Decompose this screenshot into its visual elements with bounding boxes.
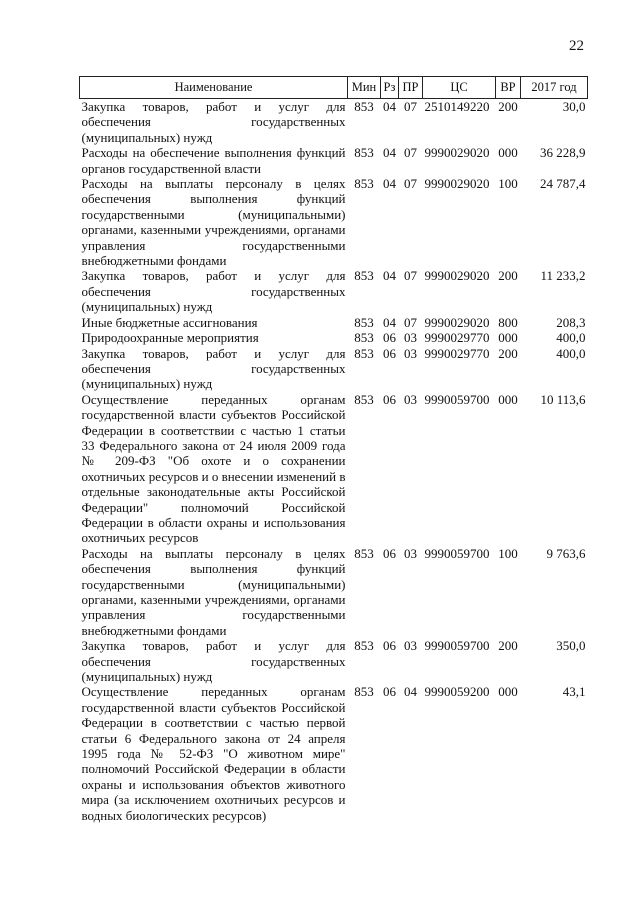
cell-amount: 400,0 (556, 345, 586, 361)
cell-pr: 07 (404, 314, 417, 330)
cell-vr: 000 (498, 330, 518, 346)
table-row (80, 268, 588, 314)
table-header-row (80, 77, 588, 99)
cell-rz: 06 (383, 330, 396, 346)
cell-cs: 9990059200 (424, 684, 490, 700)
cell-min: 853 (354, 314, 374, 330)
cell-pr: 07 (404, 145, 417, 161)
cell-vr: 000 (498, 684, 518, 700)
header-pr: ПР (399, 77, 423, 99)
table-row (80, 145, 588, 176)
cell-name: Закупка товаров, работ и услуг для обеспечения государственных (муниципальных) нужд (81, 268, 346, 315)
cell-min: 853 (354, 638, 374, 654)
cell-name: Закупка товаров, работ и услуг для обеспечения государственных (муниципальных) нужд (81, 345, 346, 392)
cell-cs: 9990059700 (424, 638, 490, 654)
page-number: 22 (569, 38, 584, 54)
cell-pr: 07 (404, 176, 417, 192)
cell-min: 853 (354, 330, 374, 346)
cell-rz: 04 (383, 99, 396, 114)
cell-rz: 06 (383, 638, 396, 654)
cell-min: 853 (354, 176, 374, 192)
cell-rz: 06 (383, 545, 396, 561)
cell-min: 853 (354, 684, 374, 700)
cell-amount: 11 233,2 (540, 268, 586, 284)
cell-cs: 9990029020 (424, 176, 490, 192)
cell-name: Расходы на выплаты персоналу в целях обеспечения выполнения функций государственными (муниципальными) органами, казенными учреждениями, органами управления государственными внебюджетными фондами (81, 176, 346, 269)
cell-vr: 100 (498, 545, 518, 561)
cell-min: 853 (354, 145, 374, 161)
cell-amount: 24 787,4 (540, 176, 586, 192)
cell-name: Закупка товаров, работ и услуг для обеспечения государственных (муниципальных) нужд (81, 99, 346, 145)
budget-table (79, 76, 588, 823)
header-year: 2017 год (521, 77, 588, 99)
table-row (80, 546, 588, 638)
cell-rz: 04 (383, 145, 396, 161)
cell-pr: 03 (404, 330, 417, 346)
cell-pr: 03 (404, 545, 417, 561)
cell-pr: 03 (404, 391, 417, 407)
cell-vr: 000 (498, 145, 518, 161)
cell-rz: 06 (383, 391, 396, 407)
cell-cs: 9990059700 (424, 545, 490, 561)
cell-vr: 800 (498, 314, 518, 330)
cell-cs: 9990029020 (424, 145, 490, 161)
cell-name: Расходы на выплаты персоналу в целях обеспечения выполнения функций государственными (муниципальными) органами, казенными учреждениями, органами управления государственными внебюджетными фондами (81, 545, 346, 638)
cell-vr: 200 (498, 638, 518, 654)
cell-amount: 350,0 (556, 638, 586, 654)
cell-name: Осуществление переданных органам государственной власти субъектов Российской Федерации в соответствии с частью 1 статьи 33 Федерального закона от 24 июля 2009 года № 209-ФЗ "Об охоте и о сохранении охотничьих ресурсов и о внесении изменений в отдельные законодательные акты Российской Федерации" полномочий Российской Федерации в области охраны и использования охотничьих ресурсов (81, 391, 346, 546)
cell-name: Иные бюджетные ассигнования (81, 314, 258, 330)
cell-vr: 200 (498, 268, 518, 284)
cell-cs: 9990029770 (424, 345, 490, 361)
cell-rz: 04 (383, 268, 396, 284)
cell-vr: 000 (498, 391, 518, 407)
cell-amount: 208,3 (556, 314, 586, 330)
header-min: Мин (348, 77, 381, 99)
cell-name: Закупка товаров, работ и услуг для обеспечения государственных (муниципальных) нужд (81, 638, 346, 685)
cell-rz: 04 (383, 314, 396, 330)
header-cs: ЦС (423, 77, 496, 99)
cell-pr: 03 (404, 345, 417, 361)
cell-amount: 30,0 (562, 99, 586, 114)
cell-name: Природоохранные мероприятия (81, 330, 259, 346)
header-vr: ВР (496, 77, 521, 99)
cell-min: 853 (354, 99, 374, 114)
cell-rz: 04 (383, 176, 396, 192)
cell-amount: 400,0 (556, 330, 586, 346)
table-row (80, 346, 588, 392)
cell-min: 853 (354, 268, 374, 284)
table-body (80, 99, 588, 824)
cell-cs: 9990029020 (424, 314, 490, 330)
cell-cs: 9990029020 (424, 268, 490, 284)
table-row (80, 176, 588, 268)
cell-amount: 43,1 (562, 684, 586, 700)
cell-amount: 9 763,6 (546, 545, 586, 561)
cell-min: 853 (354, 345, 374, 361)
cell-vr: 200 (498, 345, 518, 361)
table-row (80, 330, 588, 345)
table-row (80, 638, 588, 684)
cell-pr: 04 (404, 684, 417, 700)
cell-vr: 200 (498, 99, 518, 114)
table-row (80, 392, 588, 546)
cell-rz: 06 (383, 345, 396, 361)
table-row (80, 684, 588, 823)
header-rz: Рз (381, 77, 399, 99)
cell-min: 853 (354, 545, 374, 561)
cell-name: Расходы на обеспечение выполнения функций органов государственной власти (81, 145, 346, 176)
cell-rz: 06 (383, 684, 396, 700)
table-row (80, 99, 588, 146)
cell-pr: 07 (404, 268, 417, 284)
table-row (80, 315, 588, 330)
cell-amount: 36 228,9 (540, 145, 586, 161)
header-name: Наименование (80, 77, 348, 99)
cell-vr: 100 (498, 176, 518, 192)
cell-cs: 9990029770 (424, 330, 490, 346)
cell-min: 853 (354, 391, 374, 407)
cell-cs: 9990059700 (424, 391, 490, 407)
cell-name: Осуществление переданных органам государственной власти субъектов Российской Федерации в соответствии с частью первой статьи 6 Федерального закона от 24 апреля 1995 года № 52-ФЗ "О животном мире" полномочий Российской Федерации в области охраны и использования объектов животного мира (за исключением охотничьих ресурсов и водных биологических ресурсов) (81, 684, 346, 823)
cell-pr: 03 (404, 638, 417, 654)
cell-pr: 07 (404, 99, 417, 114)
cell-cs: 2510149220 (424, 99, 490, 114)
cell-amount: 10 113,6 (540, 391, 586, 407)
